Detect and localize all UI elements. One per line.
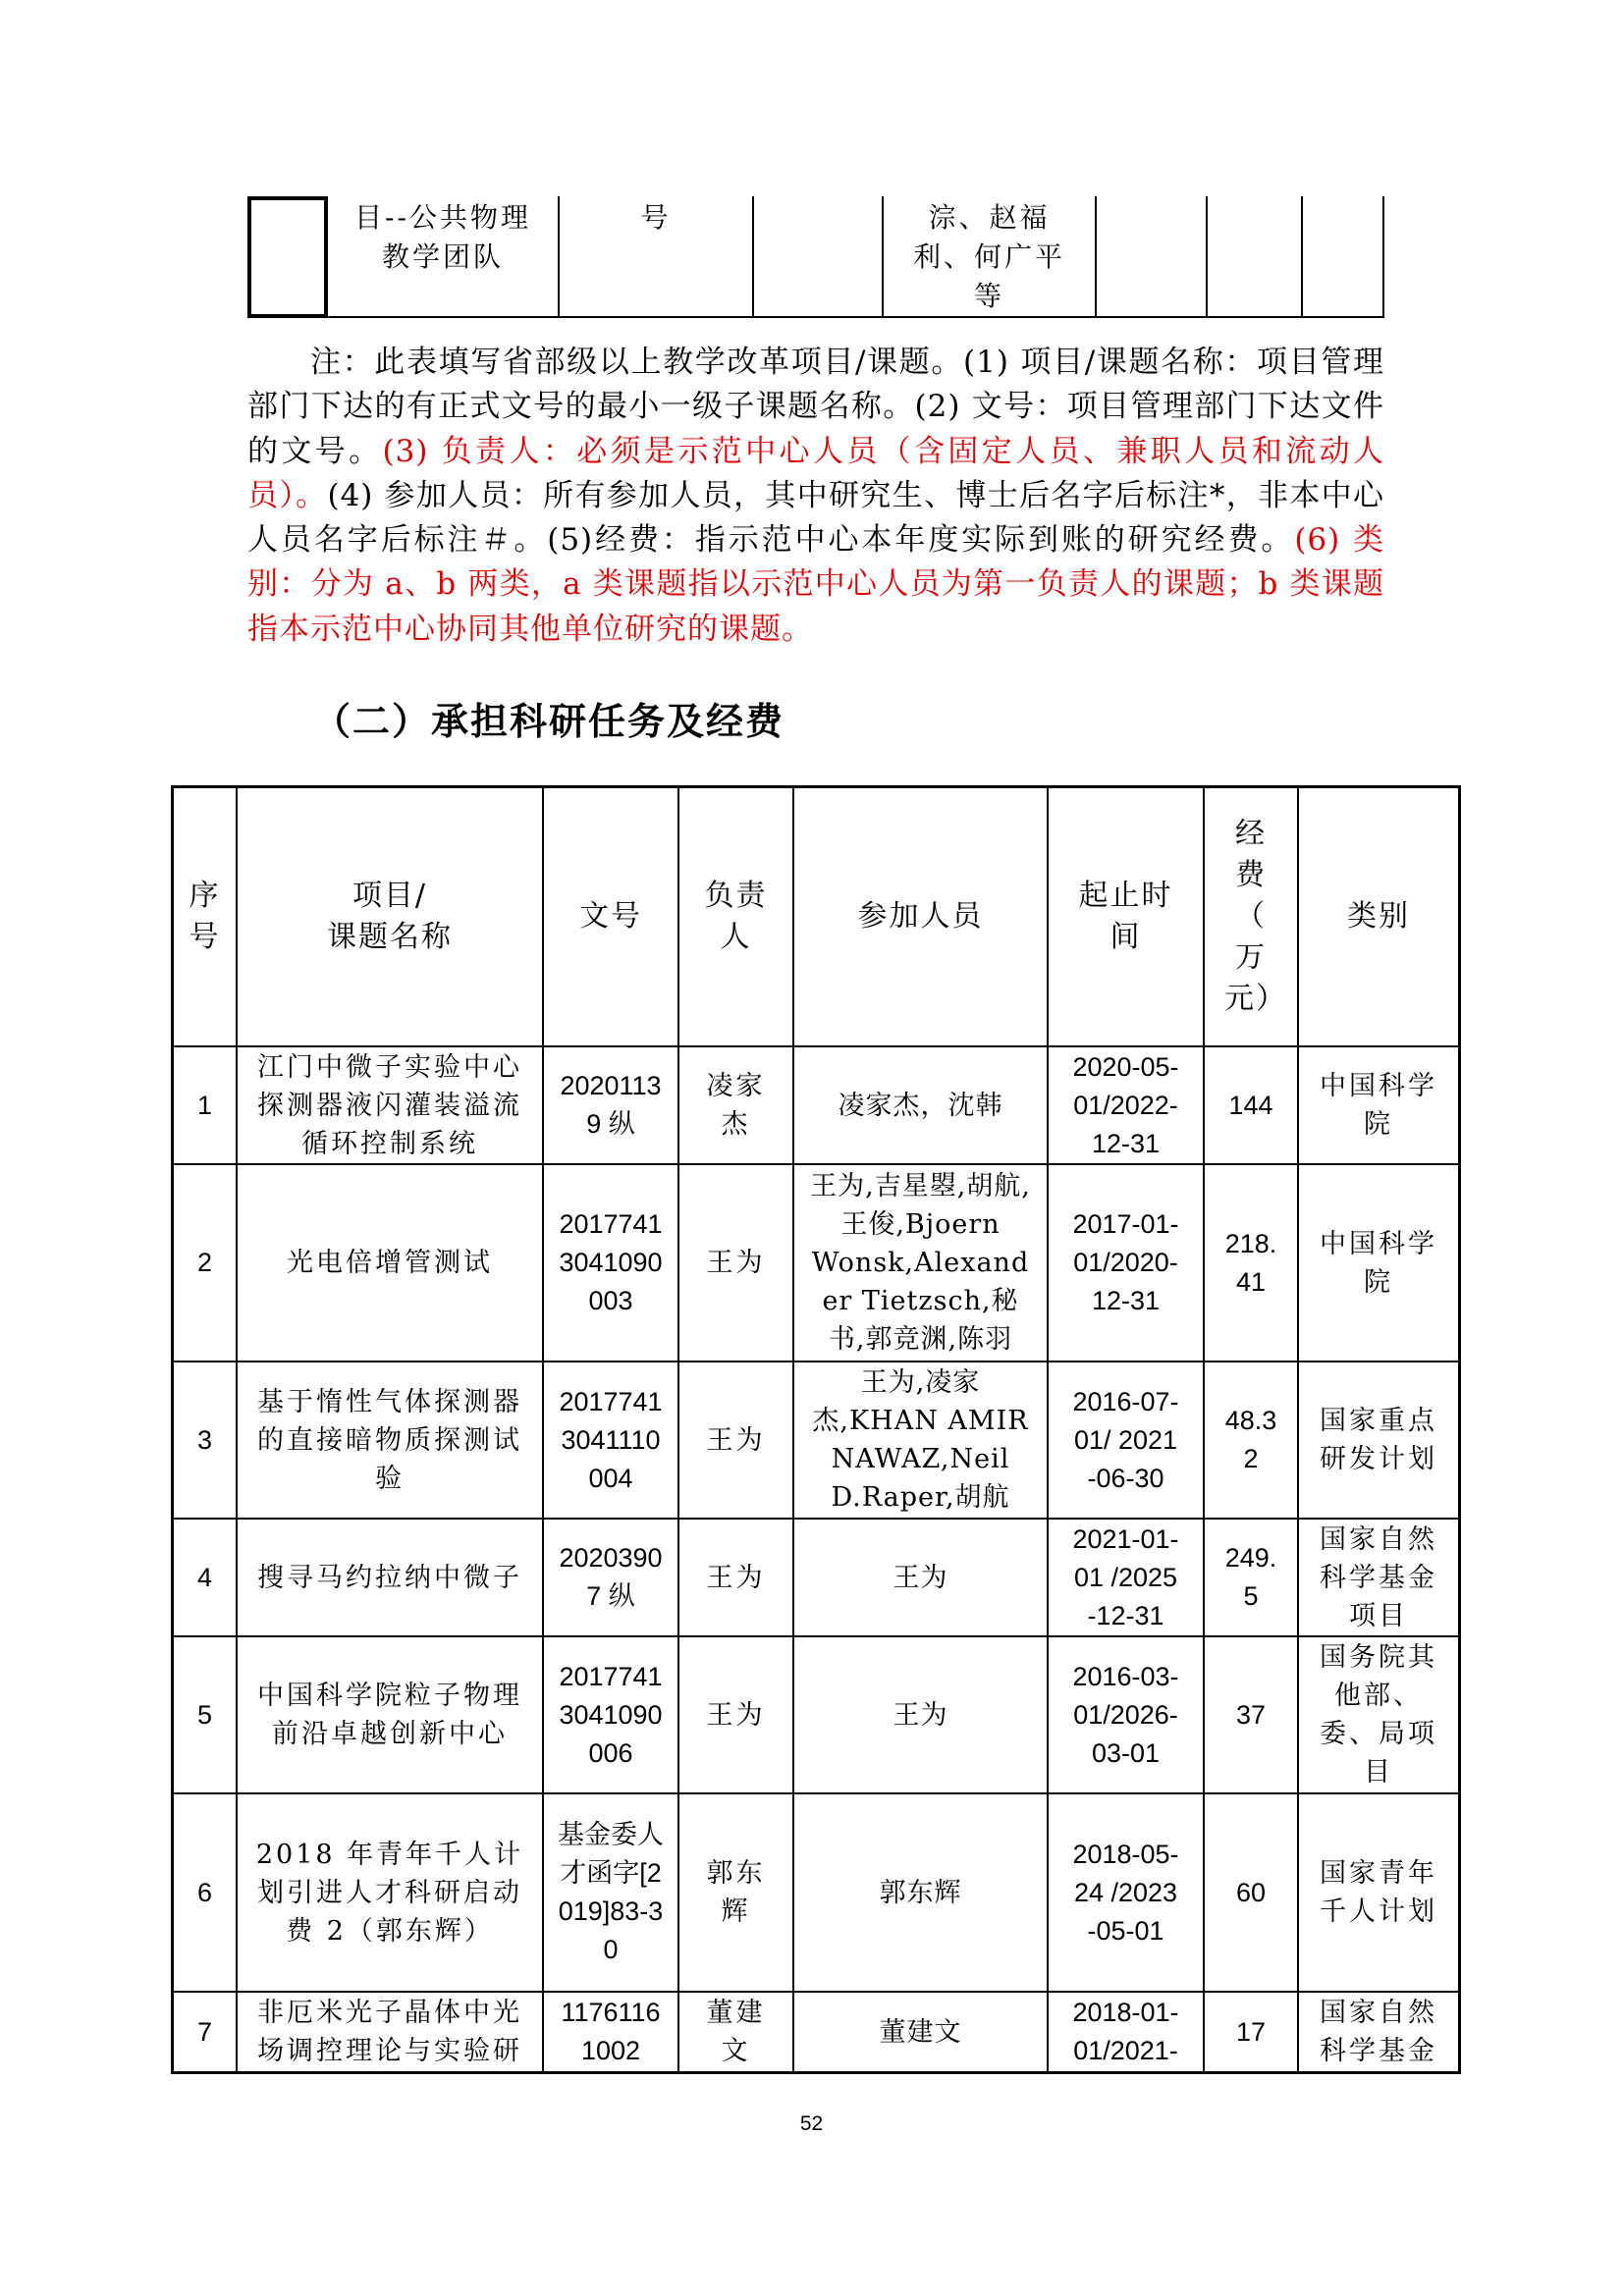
cell-funding: 17 [1205, 1993, 1299, 2071]
cell-category: 国家自然科学基金 [1320, 1998, 1437, 2066]
note-highlight: (6) 类别：分为 a、b 两类，a 类课题指以示范中心人员为第一负责人的课题；b 类课题指本示范中心协同其他单位研究的课题。 [247, 522, 1384, 647]
cell-doc-no: 20177413041090006 [544, 1637, 679, 1794]
cell-period: 2021-01-01 /2025-12-31 [1049, 1520, 1205, 1637]
continued-cell-project: 目--公共物理教学团队 [328, 196, 560, 318]
cell-members: 董建文 [794, 1993, 1049, 2071]
continued-cell-period [1097, 196, 1208, 318]
cell-category: 国家重点研发计划 [1299, 1362, 1458, 1520]
cell-period: 2020-05-01/2022-12-31 [1049, 1047, 1205, 1165]
cell-leader: 董建文 [679, 1993, 794, 2071]
note-text: (4) 参加人员：所有参加人员，其中研究生、博士后名字后标注*，非本中心人员名字后标注＃。(5)经费：指示范中心本年度实际到账的研究经费。 [247, 477, 1385, 559]
cell-doc-no: 20177413041110004 [544, 1362, 679, 1520]
continued-cell-category [1303, 196, 1384, 318]
cell-project: 2018 年青年千人计划引进人才科研启动费 2（郭东辉） [238, 1794, 544, 1993]
section-title: （二）承担科研任务及经费 [313, 700, 785, 743]
cell-category: 国务院其他部、委、局项目 [1299, 1637, 1458, 1794]
cell-seq: 5 [174, 1637, 238, 1794]
continued-cell-leader [754, 196, 884, 318]
cell-doc-no: 20203907 纵 [544, 1520, 679, 1637]
cell-funding: 249.5 [1205, 1520, 1299, 1637]
cell-period: 2018-01-01/2021- [1049, 1993, 1205, 2071]
continued-cell-doc-no: 号 [560, 196, 754, 318]
continued-cell-funding [1208, 196, 1303, 318]
cell-period: 2016-03-01/2026-03-01 [1049, 1637, 1205, 1794]
note-paragraph [247, 341, 1384, 652]
note-highlight: (3) 负责人：必须是示范中心人员（含固定人员、兼职人员和流动人员）。 [247, 433, 1384, 513]
cell-project: 光电倍增管测试 [238, 1165, 544, 1362]
cell-funding: 48.32 [1205, 1362, 1299, 1520]
cell-funding: 60 [1205, 1794, 1299, 1993]
cell-seq: 2 [174, 1165, 238, 1362]
cell-leader: 王为 [679, 1362, 794, 1520]
header-cell-leader: 负责人 [679, 788, 794, 1047]
cell-members: 王为 [794, 1520, 1049, 1637]
header-cell-project: 项目/ 课题名称 [238, 788, 544, 1047]
cell-seq: 3 [174, 1362, 238, 1520]
cell-period: 2017-01-01/2020-12-31 [1049, 1165, 1205, 1362]
header-cell-doc-no: 文号 [544, 788, 679, 1047]
cell-funding: 218.41 [1205, 1165, 1299, 1362]
cell-project: 搜寻马约拉纳中微子 [238, 1520, 544, 1637]
cell-period: 2018-05-24 /2023-05-01 [1049, 1794, 1205, 1993]
cell-doc-no: 基金委人才函字[2019]83-30 [544, 1794, 679, 1993]
cell-project: 基于惰性气体探测器的直接暗物质探测试验 [238, 1362, 544, 1520]
header-cell-category: 类别 [1299, 788, 1458, 1047]
cell-project: 江门中微子实验中心探测器液闪灌装溢流循环控制系统 [238, 1047, 544, 1165]
cell-doc-no: 20201139 纵 [544, 1047, 679, 1165]
cell-members: 凌家杰，沈韩 [794, 1047, 1049, 1165]
cell-leader: 王为 [679, 1637, 794, 1794]
cell-members: 王为,凌家杰,KHAN AMIR NAWAZ,Neil D.Raper,胡航 [794, 1362, 1049, 1520]
cell-category: 国家青年千人计划 [1299, 1794, 1458, 1993]
cell-doc-no: 20177413041090003 [544, 1165, 679, 1362]
cell-project: 中国科学院粒子物理前沿卓越创新中心 [238, 1637, 544, 1794]
research-table [171, 785, 1461, 2074]
cell-funding: 37 [1205, 1637, 1299, 1794]
header-cell-period: 起止时间 [1049, 788, 1205, 1047]
note-text: 注：此表填写省部级以上教学改革项目/课题。(1) 项目/课题名称：项目管理部门下达的有正式文号的最小一级子课题名称。(2) 文号：项目管理部门下达文件的文号。 [247, 345, 1384, 469]
continued-cell-members: 淙、赵福利、何广平等 [884, 196, 1097, 318]
cell-members: 郭东辉 [794, 1794, 1049, 1993]
cell-funding: 144 [1205, 1047, 1299, 1165]
header-cell-seq: 序号 [174, 788, 238, 1047]
cell-members: 王为,吉星曌,胡航,王俊,Bjoern Wonsk,Alexander Tietzsch,秘书,郭竞渊,陈羽 [794, 1165, 1049, 1362]
header-cell-funding: 经费（万元） [1205, 788, 1299, 1047]
cell-category: 中国科学院 [1299, 1165, 1458, 1362]
cell-period: 2016-07-01/ 2021-06-30 [1049, 1362, 1205, 1520]
cell-leader: 郭东辉 [679, 1794, 794, 1993]
continued-table [247, 196, 1384, 318]
cell-leader: 凌家杰 [679, 1047, 794, 1165]
cell-doc-no: 11761161002 [544, 1993, 679, 2071]
header-cell-members: 参加人员 [794, 788, 1049, 1047]
page-number: 52 [799, 2112, 824, 2135]
cell-seq: 7 [174, 1993, 238, 2071]
cell-category: 中国科学院 [1299, 1047, 1458, 1165]
cell-leader: 王为 [679, 1520, 794, 1637]
cell-project: 非厄米光子晶体中光场调控理论与实验研 [238, 1993, 544, 2071]
cell-category: 国家自然科学基金项目 [1299, 1520, 1458, 1637]
continued-cell-seq [247, 196, 328, 318]
cell-members: 王为 [794, 1637, 1049, 1794]
cell-seq: 6 [174, 1794, 238, 1993]
cell-leader: 王为 [679, 1165, 794, 1362]
cell-seq: 1 [174, 1047, 238, 1165]
cell-seq: 4 [174, 1520, 238, 1637]
